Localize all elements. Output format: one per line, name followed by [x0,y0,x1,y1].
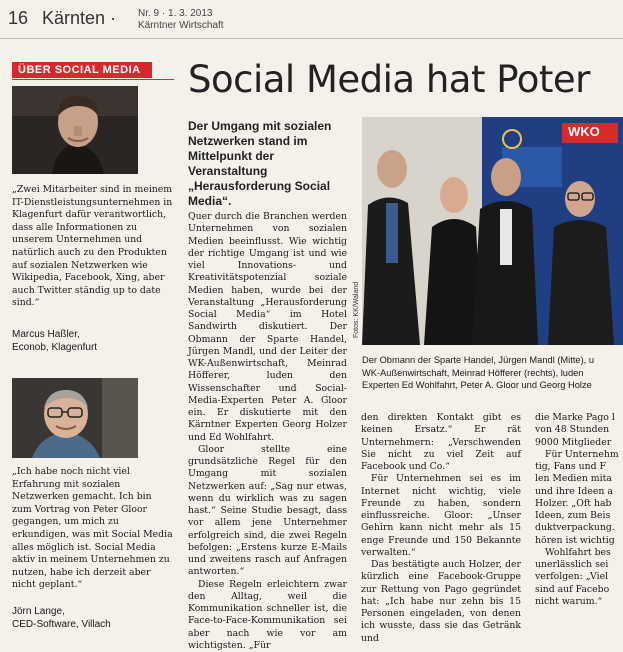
quote-1-author-company: Econob, Klagenfurt [12,341,97,354]
column-3-line: Wohlfahrt bes [535,547,623,559]
column-3-line: verfolgen: „Viel [535,571,623,583]
article-column-1 [188,211,347,652]
quote-1-text: „Zwei Mitarbeiter sind in meinem IT-Dienstleistungsunternehmen in Klagenfurt dafür verantwortlich, dass alle Informationen zu unserem Unternehmen und natürlich auch zu den Produkten auf sozialen Netzwerken wie Wikipedia, Facebook, Xing, aber auch Twitter ständig up to date sind.“ [12,184,174,310]
photo-credit: Fotos: KK/Waland [353,282,360,338]
header-rule [0,38,623,39]
quote-2-author [12,605,111,631]
column-3-line: sind auf Facebo [535,584,623,596]
issue-date: Nr. 9 · 1. 3. 2013 [138,8,213,19]
column-3-line: nicht warum.“ [535,596,623,608]
column-2-paragraph: den direkten Kontakt gibt es keinen Ersatz.“ Er rät Unternehmern: „Verschwenden Sie nicht zu viel Zeit auf Facebook und Co.“ [361,412,521,473]
column-2-paragraph: Das bestätigte auch Holzer, der kürzlich eine Facebook-Gruppe zur Rettung von Pago gegründet hat: „Ich habe nur zehn bis 15 Personen eingeladen, von denen ich wusste, dass sie das Getränk und [361,559,521,645]
caption-line: Experten Ed Wohlfahrt, Peter A. Gloor und Georg Holze [362,379,623,392]
publication-name: Kärntner Wirtschaft [138,20,224,31]
column-3-line: len Medien mita [535,473,623,485]
group-photo [362,117,623,345]
column-3-line: duktverpackung. [535,522,623,534]
column-1-paragraph: Quer durch die Branchen werden Unternehmen von sozialen Medien beeinflusst. Wie wichtig der richtige Umgang ist und wie viel Innovations- und Kreativitätspotenzial soziale Medien haben, wurde bei der Veranstaltung „Herausforderung Social Media“ im Hotel Sandwirth diskutiert. Der Obmann der Sparte Handel, Jürgen Mandl, und der Leiter der WK-Außenwirtschaft, Meinrad Höfferer, luden den Wissenschafter und Social-Media-Experten Peter A. Gloor ein. Er diskutierte mit den Kärntner Experten Georg Holzer und Ed Wohlfahrt. [188,211,347,444]
quote-2-author-company: CED-Software, Villach [12,618,111,631]
sidebar-tag-rule [12,79,174,80]
quote-2-text: „Ich habe noch nicht viel Erfahrung mit sozialen Netzwerken gemacht. Ich bin zum Vortrag von Peter Gloor gegangen, um mich zu erkundigen, was mit Social Media alles möglich ist. Social Media aktiv in meinem Unternehmen zu nutzen, habe ich derzeit aber nicht geplant.“ [12,466,174,592]
caption-line: WK-Außenwirtschaft, Meinrad Höfferer (rechts), luden [362,367,623,380]
article-column-3 [535,412,623,608]
section-title [42,8,116,29]
column-1-paragraph: Gloor stellte eine grundsätzliche Regel für den Umgang mit sozialen Netzwerken auf: „Sag nur etwas, wenn du wirklich was zu sagen hast.“ Seine Studie besagt, dass vor allem jene Unternehmer erfolgreich sind, die zwei Regeln befolgen: „Erstens kurze E-Mails und zweitens rasch auf Anfragen antworten.“ [188,444,347,579]
article-lead: Der Umgang mit sozialen Netzwerken stand im Mittelpunkt der Veranstaltung „Herausforderung Social Media“. [188,119,356,209]
quote-1-author [12,328,97,354]
column-3-line: von 48 Stunden [535,424,623,436]
column-3-line: Für Unternehm [535,449,623,461]
column-3-line: Ideen, zum Beis [535,510,623,522]
portrait-photo-1 [12,86,138,174]
column-3-line: tig, Fans und F [535,461,623,473]
column-3-line: unerlässlich sei [535,559,623,571]
section-separator: · [110,8,116,28]
column-3-line: die Marke Pago l [535,412,623,424]
sidebar-tag: ÜBER SOCIAL MEDIA [12,62,152,78]
column-3-line: 9000 Mitglieder [535,437,623,449]
column-3-line: Holzer. „Oft hab [535,498,623,510]
column-2-paragraph: Für Unternehmen sei es im Internet nicht wichtig, viele Freunde zu haben, sondern einflussreiche. Gloor: „Unser Gehirn kann nicht mehr als 15 enge Freunde und 150 Bekannte verwalten.“ [361,473,521,559]
quote-2-author-name: Jörn Lange, [12,605,111,618]
photo-caption [362,354,623,392]
page-number: 16 [8,8,28,29]
column-3-line: hören ist wichtig [535,535,623,547]
article-column-2 [361,412,521,645]
section-name: Kärnten [42,8,105,28]
column-3-line: und ihre Ideen a [535,486,623,498]
column-1-paragraph: Diese Regeln erleichtern zwar den Alltag, weil die Kommunikation schneller ist, die Face-to-Face-Kommunikation sei aber nach wie vor am wichtigsten. „Für [188,579,347,652]
portrait-photo-2 [12,378,138,458]
photo-logo: WKO [568,124,600,139]
article-headline: Social Media hat Poter [188,58,623,101]
quote-1-author-name: Marcus Haßler, [12,328,97,341]
caption-line: Der Obmann der Sparte Handel, Jürgen Mandl (Mitte), u [362,354,623,367]
